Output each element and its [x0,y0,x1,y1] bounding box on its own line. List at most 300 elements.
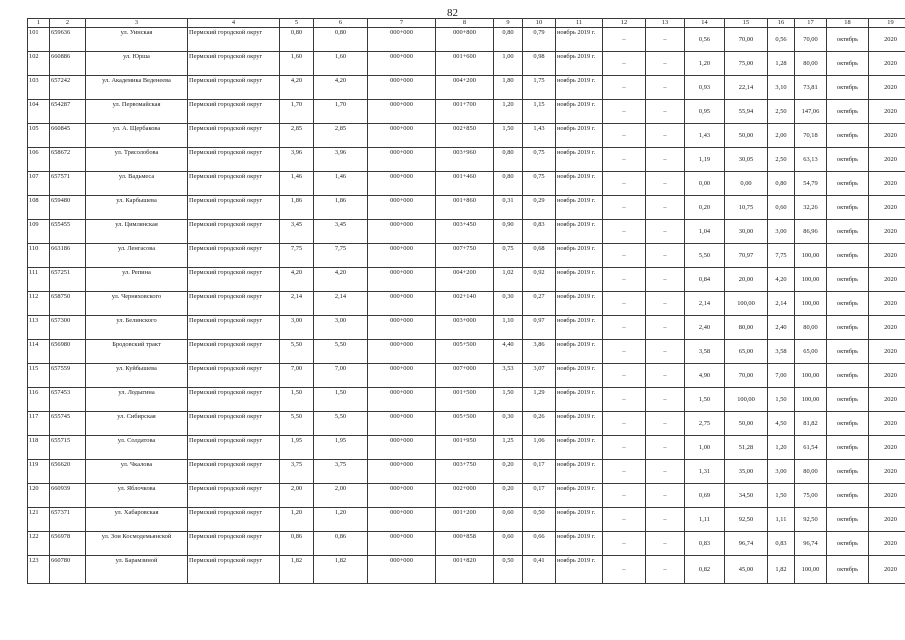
fact-km: 7,75 [768,243,795,267]
column-header: 13 [646,19,685,28]
plan-percent: 20,00 [725,267,768,291]
survey-date: ноябрь 2019 г. [556,243,603,267]
row-number: 101 [28,27,50,51]
municipality: Пермский городской округ [188,27,280,51]
empty-dash: – [603,531,646,555]
length-total: 2,85 [314,123,368,147]
row-number: 105 [28,123,50,147]
municipality: Пермский городской округ [188,315,280,339]
plan-percent: 30,05 [725,147,768,171]
end-pk: 001+860 [436,195,494,219]
year: 2020 [869,147,905,171]
length-total: 1,82 [314,555,368,583]
road-name: ул. Академика Веденеева [86,75,188,99]
repaired-km: 0,75 [494,243,523,267]
table-row [28,555,905,583]
table-row [28,387,905,411]
fact-percent: 81,82 [795,411,827,435]
end-pk: 001+460 [436,171,494,195]
table-row [28,483,905,507]
month: октябрь [827,315,869,339]
month: октябрь [827,507,869,531]
empty-dash: – [646,147,685,171]
length-total: 0,80 [314,27,368,51]
fact-km: 2,50 [768,99,795,123]
fact-percent: 32,26 [795,195,827,219]
municipality: Пермский городской округ [188,99,280,123]
plan-percent: 50,00 [725,411,768,435]
plan-percent: 70,97 [725,243,768,267]
municipality: Пермский городской округ [188,171,280,195]
empty-dash: – [646,291,685,315]
normative-km: 0,75 [523,147,556,171]
municipality: Пермский городской округ [188,411,280,435]
length-total: 3,96 [314,147,368,171]
month: октябрь [827,459,869,483]
plan-percent: 10,75 [725,195,768,219]
start-pk: 000+000 [368,555,436,583]
column-header: 9 [494,19,523,28]
start-pk: 000+000 [368,363,436,387]
table-row [28,27,905,51]
plan-percent: 22,14 [725,75,768,99]
fact-km: 1,20 [768,435,795,459]
empty-dash: – [646,219,685,243]
survey-date: ноябрь 2019 г. [556,411,603,435]
municipality: Пермский городской округ [188,483,280,507]
column-header: 7 [368,19,436,28]
road-id: 656978 [50,531,86,555]
end-pk: 007+750 [436,243,494,267]
normative-km: 1,06 [523,435,556,459]
empty-dash: – [603,219,646,243]
year: 2020 [869,123,905,147]
survey-date: ноябрь 2019 г. [556,195,603,219]
empty-dash: – [603,27,646,51]
empty-dash: – [603,411,646,435]
empty-dash: – [646,507,685,531]
plan-km: 0,56 [685,27,725,51]
plan-percent: 75,00 [725,51,768,75]
normative-km: 0,66 [523,531,556,555]
start-pk: 000+000 [368,435,436,459]
normative-km: 1,43 [523,123,556,147]
road-name: ул. Юрша [86,51,188,75]
survey-date: ноябрь 2019 г. [556,75,603,99]
road-id: 655745 [50,411,86,435]
municipality: Пермский городской округ [188,507,280,531]
empty-dash: – [646,195,685,219]
row-number: 107 [28,171,50,195]
road-name: ул. Куйбышева [86,363,188,387]
empty-dash: – [603,507,646,531]
road-id: 660939 [50,483,86,507]
length: 2,14 [280,291,314,315]
month: октябрь [827,483,869,507]
plan-percent: 35,00 [725,459,768,483]
row-number: 113 [28,315,50,339]
column-header: 19 [869,19,905,28]
end-pk: 000+858 [436,531,494,555]
year: 2020 [869,75,905,99]
road-name: ул. Репина [86,267,188,291]
length: 2,00 [280,483,314,507]
road-name: ул. Лодыгина [86,387,188,411]
normative-km: 0,41 [523,555,556,583]
survey-date: ноябрь 2019 г. [556,459,603,483]
road-name: ул. Трясолобова [86,147,188,171]
length-total: 5,50 [314,339,368,363]
row-number: 116 [28,387,50,411]
month: октябрь [827,123,869,147]
municipality: Пермский городской округ [188,51,280,75]
empty-dash: – [646,315,685,339]
fact-percent: 54,79 [795,171,827,195]
fact-percent: 75,00 [795,483,827,507]
plan-km: 0,95 [685,99,725,123]
month: октябрь [827,27,869,51]
empty-dash: – [603,51,646,75]
row-number: 110 [28,243,50,267]
start-pk: 000+000 [368,459,436,483]
repaired-km: 1,50 [494,387,523,411]
start-pk: 000+000 [368,411,436,435]
road-name: ул. Барамзиной [86,555,188,583]
length: 0,80 [280,27,314,51]
table-row [28,507,905,531]
fact-percent: 100,00 [795,387,827,411]
survey-date: ноябрь 2019 г. [556,267,603,291]
length: 1,50 [280,387,314,411]
start-pk: 000+000 [368,75,436,99]
repaired-km: 1,20 [494,99,523,123]
start-pk: 000+000 [368,531,436,555]
repaired-km: 1,50 [494,123,523,147]
column-header: 12 [603,19,646,28]
road-name: ул. А. Щербакова [86,123,188,147]
length-total: 5,50 [314,411,368,435]
municipality: Пермский городской округ [188,459,280,483]
survey-date: ноябрь 2019 г. [556,315,603,339]
plan-km: 0,20 [685,195,725,219]
length-total: 1,60 [314,51,368,75]
road-id: 656620 [50,459,86,483]
row-number: 117 [28,411,50,435]
end-pk: 005+500 [436,411,494,435]
repaired-km: 0,60 [494,507,523,531]
road-id: 657251 [50,267,86,291]
end-pk: 005+500 [436,339,494,363]
fact-km: 0,83 [768,531,795,555]
length-total: 1,86 [314,195,368,219]
table-row [28,171,905,195]
fact-percent: 63,13 [795,147,827,171]
fact-km: 2,00 [768,123,795,147]
survey-date: ноябрь 2019 г. [556,531,603,555]
survey-date: ноябрь 2019 г. [556,147,603,171]
repaired-km: 1,80 [494,75,523,99]
repaired-km: 0,30 [494,291,523,315]
normative-km: 1,75 [523,75,556,99]
table-row [28,267,905,291]
length-total: 1,95 [314,435,368,459]
end-pk: 007+000 [436,363,494,387]
table-row [28,435,905,459]
fact-km: 3,00 [768,219,795,243]
plan-km: 1,43 [685,123,725,147]
plan-percent: 0,00 [725,171,768,195]
fact-km: 1,82 [768,555,795,583]
empty-dash: – [603,123,646,147]
end-pk: 002+850 [436,123,494,147]
start-pk: 000+000 [368,99,436,123]
roads-table [27,18,905,584]
length-total: 7,00 [314,363,368,387]
plan-km: 2,40 [685,315,725,339]
fact-km: 2,40 [768,315,795,339]
plan-km: 0,82 [685,555,725,583]
normative-km: 0,29 [523,195,556,219]
length: 1,70 [280,99,314,123]
plan-percent: 96,74 [725,531,768,555]
length: 3,75 [280,459,314,483]
length-total: 0,86 [314,531,368,555]
fact-km: 7,00 [768,363,795,387]
length-total: 2,14 [314,291,368,315]
plan-km: 2,14 [685,291,725,315]
length-total: 4,20 [314,75,368,99]
length-total: 7,75 [314,243,368,267]
plan-percent: 30,00 [725,219,768,243]
fact-percent: 80,00 [795,315,827,339]
row-number: 121 [28,507,50,531]
fact-percent: 86,96 [795,219,827,243]
fact-percent: 73,81 [795,75,827,99]
start-pk: 000+000 [368,315,436,339]
road-name: ул. Белинского [86,315,188,339]
road-name: ул. Чкалова [86,459,188,483]
fact-km: 1,50 [768,483,795,507]
plan-percent: 70,00 [725,27,768,51]
fact-percent: 100,00 [795,291,827,315]
length: 2,85 [280,123,314,147]
normative-km: 3,86 [523,339,556,363]
fact-km: 3,00 [768,459,795,483]
start-pk: 000+000 [368,195,436,219]
column-header: 2 [50,19,86,28]
month: октябрь [827,435,869,459]
normative-km: 0,75 [523,171,556,195]
column-header: 8 [436,19,494,28]
fact-km: 0,60 [768,195,795,219]
length: 3,45 [280,219,314,243]
municipality: Пермский городской округ [188,339,280,363]
road-name: ул. Черняховского [86,291,188,315]
month: октябрь [827,291,869,315]
start-pk: 000+000 [368,483,436,507]
empty-dash: – [646,531,685,555]
survey-date: ноябрь 2019 г. [556,507,603,531]
survey-date: ноябрь 2019 г. [556,219,603,243]
survey-date: ноябрь 2019 г. [556,99,603,123]
empty-dash: – [603,555,646,583]
length: 1,95 [280,435,314,459]
column-header: 14 [685,19,725,28]
month: октябрь [827,75,869,99]
plan-km: 3,58 [685,339,725,363]
plan-percent: 100,00 [725,387,768,411]
row-number: 111 [28,267,50,291]
plan-km: 1,20 [685,51,725,75]
plan-percent: 80,00 [725,315,768,339]
normative-km: 0,97 [523,315,556,339]
fact-km: 2,14 [768,291,795,315]
row-number: 102 [28,51,50,75]
year: 2020 [869,411,905,435]
survey-date: ноябрь 2019 г. [556,483,603,507]
start-pk: 000+000 [368,123,436,147]
plan-km: 1,50 [685,387,725,411]
empty-dash: – [603,195,646,219]
length: 7,00 [280,363,314,387]
empty-dash: – [646,435,685,459]
normative-km: 0,17 [523,459,556,483]
length: 1,60 [280,51,314,75]
plan-km: 1,00 [685,435,725,459]
municipality: Пермский городской округ [188,243,280,267]
start-pk: 000+000 [368,147,436,171]
empty-dash: – [603,75,646,99]
length: 1,46 [280,171,314,195]
month: октябрь [827,387,869,411]
fact-percent: 100,00 [795,243,827,267]
normative-km: 0,92 [523,267,556,291]
road-id: 660886 [50,51,86,75]
table-row [28,123,905,147]
length-total: 3,45 [314,219,368,243]
road-name: ул. Зои Космодемьянской [86,531,188,555]
column-header: 15 [725,19,768,28]
end-pk: 001+700 [436,99,494,123]
year: 2020 [869,291,905,315]
plan-percent: 34,50 [725,483,768,507]
empty-dash: – [603,339,646,363]
empty-dash: – [646,483,685,507]
fact-percent: 80,00 [795,51,827,75]
empty-dash: – [603,459,646,483]
survey-date: ноябрь 2019 г. [556,363,603,387]
municipality: Пермский городской округ [188,123,280,147]
year: 2020 [869,555,905,583]
length-total: 3,75 [314,459,368,483]
repaired-km: 0,80 [494,171,523,195]
end-pk: 002+140 [436,291,494,315]
start-pk: 000+000 [368,171,436,195]
start-pk: 000+000 [368,243,436,267]
empty-dash: – [646,387,685,411]
repaired-km: 0,20 [494,483,523,507]
empty-dash: – [646,51,685,75]
month: октябрь [827,147,869,171]
road-id: 657242 [50,75,86,99]
row-number: 118 [28,435,50,459]
fact-percent: 70,00 [795,27,827,51]
table-row [28,411,905,435]
start-pk: 000+000 [368,27,436,51]
start-pk: 000+000 [368,219,436,243]
table-row [28,51,905,75]
normative-km: 0,98 [523,51,556,75]
length: 1,20 [280,507,314,531]
municipality: Пермский городской округ [188,555,280,583]
fact-percent: 61,54 [795,435,827,459]
length: 1,82 [280,555,314,583]
fact-percent: 92,50 [795,507,827,531]
road-name: ул. Сибирская [86,411,188,435]
repaired-km: 4,40 [494,339,523,363]
fact-percent: 100,00 [795,267,827,291]
length: 3,96 [280,147,314,171]
year: 2020 [869,339,905,363]
road-name: ул. Уинская [86,27,188,51]
plan-km: 0,83 [685,531,725,555]
column-header: 16 [768,19,795,28]
repaired-km: 0,50 [494,555,523,583]
table-row [28,75,905,99]
repaired-km: 0,80 [494,27,523,51]
table-row [28,243,905,267]
column-header: 5 [280,19,314,28]
empty-dash: – [603,99,646,123]
end-pk: 001+500 [436,387,494,411]
row-number: 109 [28,219,50,243]
empty-dash: – [603,483,646,507]
row-number: 120 [28,483,50,507]
road-id: 659480 [50,195,86,219]
length: 3,00 [280,315,314,339]
row-number: 112 [28,291,50,315]
end-pk: 003+450 [436,219,494,243]
year: 2020 [869,51,905,75]
row-number: 123 [28,555,50,583]
empty-dash: – [646,459,685,483]
survey-date: ноябрь 2019 г. [556,339,603,363]
empty-dash: – [646,267,685,291]
empty-dash: – [603,387,646,411]
year: 2020 [869,99,905,123]
end-pk: 004+200 [436,267,494,291]
table-row [28,219,905,243]
plan-percent: 70,00 [725,363,768,387]
fact-km: 3,10 [768,75,795,99]
length-total: 1,46 [314,171,368,195]
municipality: Пермский городской округ [188,531,280,555]
year: 2020 [869,315,905,339]
row-number: 106 [28,147,50,171]
end-pk: 003+750 [436,459,494,483]
road-id: 657559 [50,363,86,387]
table-row [28,147,905,171]
road-name: ул. Яблочкова [86,483,188,507]
length: 7,75 [280,243,314,267]
road-id: 655715 [50,435,86,459]
normative-km: 0,83 [523,219,556,243]
road-id: 658750 [50,291,86,315]
month: октябрь [827,531,869,555]
plan-percent: 55,94 [725,99,768,123]
survey-date: ноябрь 2019 г. [556,387,603,411]
road-name: ул. Солдатова [86,435,188,459]
